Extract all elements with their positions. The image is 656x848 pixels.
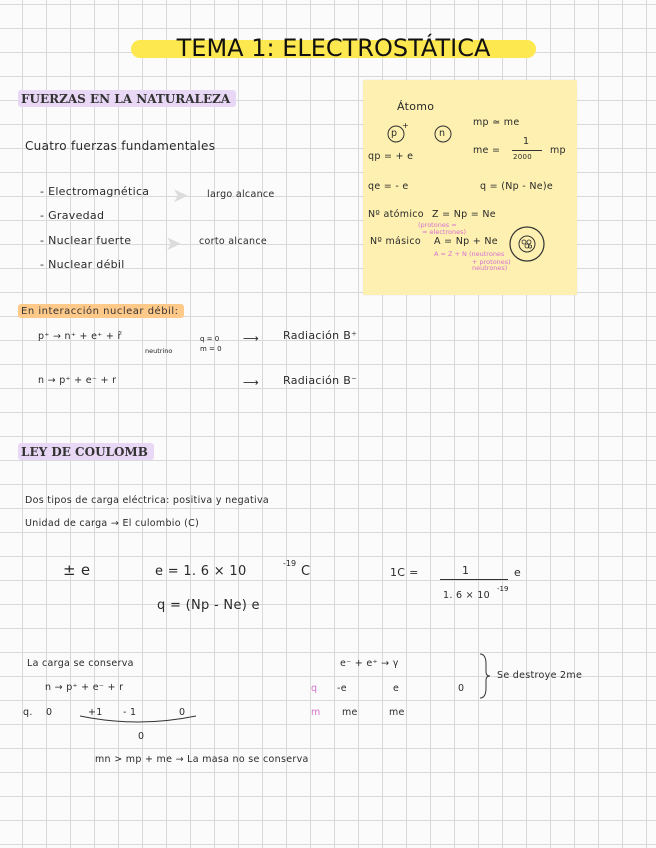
charge-eq: q = (Np - Ne) e — [157, 598, 260, 613]
z-note-1: (protones = — [418, 221, 457, 229]
neutron-symbol: n — [439, 128, 446, 139]
pm-e: ± e — [63, 561, 91, 579]
a-eq: A = Np + Ne — [434, 236, 498, 247]
section-heading-forces: FUERZAS EN LA NATURALEZA — [18, 90, 236, 107]
atom-title: Átomo — [397, 100, 435, 113]
e-value: e = 1. 6 × 10 — [155, 564, 247, 579]
me-frac-num: 1 — [523, 136, 530, 147]
long-range-label: largo alcance — [207, 189, 275, 200]
decay-eq: n → p⁺ + e⁻ + r — [45, 682, 124, 693]
weak-result-1: Radiación B⁺ — [283, 329, 358, 342]
annih-q: 0 — [458, 683, 465, 694]
mp-eq: mp ≃ me — [473, 117, 520, 128]
e-exponent: -19 — [283, 559, 297, 568]
q-row-label: q. — [23, 707, 33, 718]
q-sum: 0 — [138, 731, 145, 742]
sum-brace-icon — [78, 712, 198, 732]
a-note-2: + protones) — [472, 258, 511, 266]
force-item: - Electromagnética — [40, 185, 150, 198]
force-item: - Gravedad — [40, 209, 105, 222]
a-note-3: neutrones) — [472, 264, 508, 272]
neutrino-q: q = 0 — [200, 335, 220, 343]
me-frac-den: 2000 — [513, 153, 533, 161]
a-label: Nº másico — [370, 236, 422, 247]
q-plus-one: +1 — [88, 707, 103, 718]
weak-result-2: Radiación B⁻ — [283, 374, 358, 387]
q-zero-2: 0 — [179, 707, 186, 718]
annih-m: me — [389, 707, 405, 718]
annih-q: -e — [337, 683, 347, 694]
coulomb-den-exp: -19 — [497, 585, 509, 593]
annih-m: me — [342, 707, 358, 718]
charge-conserved: La carga se conserva — [27, 658, 134, 669]
arrow-right-icon: ⟶ — [243, 376, 260, 389]
annihilation-eq: e⁻ + e⁺ → γ — [340, 658, 399, 669]
coulomb-line-1: Dos tipos de carga eléctrica: positiva y negativa — [25, 495, 270, 506]
coulomb-line-2: Unidad de carga → El culombio (C) — [25, 518, 200, 529]
z-eq: Z = Np = Ne — [432, 209, 496, 220]
page-title: TEMA 1: ELECTROSTÁTICA — [131, 32, 536, 64]
force-item: - Nuclear débil — [40, 258, 125, 271]
proton-charge: + — [402, 121, 409, 130]
atom-drawing-icon — [507, 224, 547, 264]
force-item: - Nuclear fuerte — [40, 234, 132, 247]
proton-symbol: p — [391, 128, 398, 139]
qe-eq: qe = - e — [368, 181, 409, 192]
me-lhs: me = — [473, 145, 501, 156]
weak-eq-1: p⁺ → n⁺ + e⁺ + r̃ — [38, 331, 122, 342]
short-range-label: corto alcance — [199, 236, 267, 247]
coulomb-e: e — [514, 566, 522, 579]
mass-eq: mn > mp + me → La masa no se conserva — [95, 754, 309, 765]
weak-eq-2: n → p⁺ + e⁻ + r — [38, 375, 117, 386]
coulomb-lhs: 1C = — [390, 566, 419, 579]
arrow-right-icon: ➤ — [165, 231, 182, 255]
me-rhs: mp — [550, 145, 566, 156]
q-minus-one: - 1 — [123, 707, 137, 718]
e-unit: C — [301, 564, 311, 579]
section-heading-coulomb: LEY DE COULOMB — [18, 443, 154, 460]
annih-q: e — [393, 683, 400, 694]
z-note-2: = electrones) — [422, 228, 466, 236]
q-row-label-2: q — [311, 683, 318, 694]
qp-eq: qp = + e — [368, 151, 414, 162]
a-note-1: A = Z + N (neutrones — [434, 250, 505, 258]
arrow-right-icon: ⟶ — [243, 332, 260, 345]
q-eq: q = (Np - Ne)e — [480, 181, 554, 192]
right-brace-icon — [478, 652, 492, 700]
destroy-note: Se destroye 2me — [497, 670, 583, 681]
coulomb-den: 1. 6 × 10 — [443, 590, 490, 601]
z-label: Nº atómico — [368, 209, 424, 220]
forces-intro: Cuatro fuerzas fundamentales — [25, 139, 216, 153]
m-row-label: m — [311, 707, 321, 718]
section-heading-weak: En interacción nuclear débil: — [18, 304, 184, 318]
coulomb-num: 1 — [462, 564, 470, 577]
arrow-right-icon: ➤ — [172, 183, 189, 207]
neutrino-label: neutrino — [145, 347, 173, 355]
neutrino-m: m = 0 — [200, 345, 222, 353]
q-zero: 0 — [46, 707, 53, 718]
